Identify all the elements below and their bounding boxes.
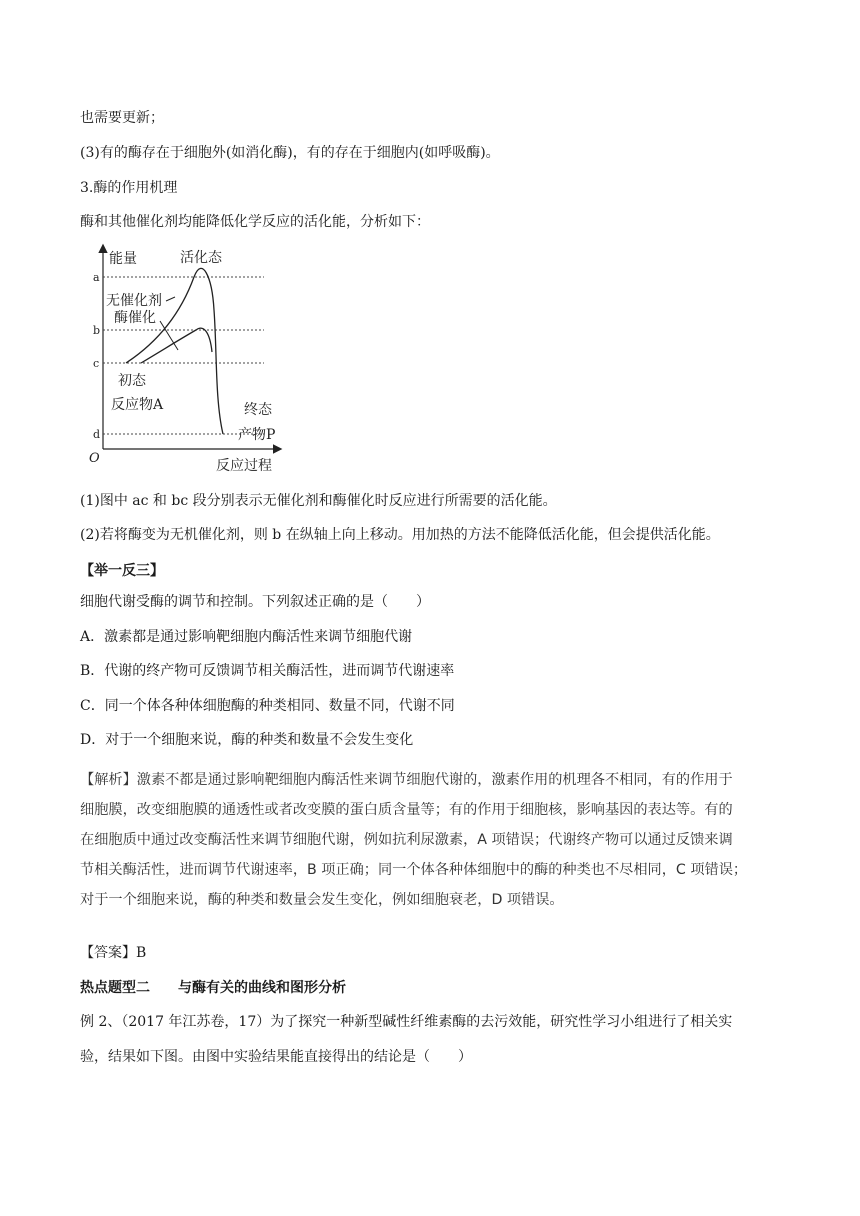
tick-b: b [93,324,101,337]
question-stem: 细胞代谢受酶的调节和控制。下列叙述正确的是（ ） [80,594,430,610]
example-line: 例 2、（2017 年江苏卷，17）为了探究一种新型碱性纤维素酶的去污效能，研究性学习小组进行了相关实 [80,1014,733,1030]
explanation-line: 细胞膜，改变细胞膜的通透性或者改变膜的蛋白质含量等；有的作用于细胞核，影响基因的表达等。有的 [80,802,733,818]
text-line: 也需要更新； [80,110,164,126]
start-label-2: 反应物A [111,397,164,413]
enzyme-curve [141,328,212,363]
explanation-line: 节相关酶活性，进而调节代谢速率，B 项正确；同一个体各种体细胞中的酶的种类也不尽相同，C 项错误； [80,862,748,878]
example-line: 验，结果如下图。由图中实验结果能直接得出的结论是（ ） [80,1049,472,1065]
subheading: 3.酶的作用机理 [80,180,178,196]
text-line: (3)有的酶存在于细胞外(如消化酶)，有的存在于细胞内(如呼吸酶)。 [80,145,500,161]
option-b: B．代谢的终产物可反馈调节相关酶活性，进而调节代谢速率 [80,663,455,679]
tick-a: a [93,271,100,284]
curve1-label: 无催化剂 [106,293,162,309]
x-axis-label: 反应过程 [216,458,272,474]
explanation-line: 在细胞质中通过改变酶活性来调节细胞代谢，例如抗利尿激素，A 项错误；代谢终产物可以通过反馈来调 [80,832,733,848]
start-label-1: 初态 [118,373,146,389]
peak-label: 活化态 [180,250,222,266]
answer-line: 【答案】B [80,945,147,961]
explanation-block [80,765,780,915]
explanation-line: 对于一个细胞来说，酶的种类和数量会发生变化，例如细胞衰老，D 项错误。 [80,892,564,908]
section-heading: 【举一反三】 [80,563,164,579]
section-title: 热点题型二 与酶有关的曲线和图形分析 [80,980,346,996]
text-line: (1)图中 ac 和 bc 段分别表示无催化剂和酶催化时反应进行所需要的活化能。 [80,493,557,509]
explanation-line: 【解析】激素不都是通过影响靶细胞内酶活性来调节细胞代谢的，激素作用的机理各不相同，有的作用于 [80,772,733,788]
tick-d: d [93,428,101,441]
origin-label: O [89,451,100,466]
y-axis-label: 能量 [109,251,137,267]
end-label-2: 产物P [238,427,276,443]
curve2-label: 酶催化 [114,310,156,326]
tick-c: c [93,357,100,370]
end-label-1: 终态 [244,402,272,418]
curve1-leader [166,297,175,301]
text-line: 酶和其他催化剂均能降低化学反应的活化能，分析如下： [80,214,430,230]
option-a: A．激素都是通过影响靶细胞内酶活性来调节细胞代谢 [80,629,413,645]
activation-energy-diagram [86,240,286,480]
text-line: (2)若将酶变为无机催化剂，则 b 在纵轴上向上移动。用加热的方法不能降低活化能，但会提供活化能。 [80,527,720,543]
option-d: D．对于一个细胞来说，酶的种类和数量不会发生变化 [80,732,414,748]
option-c: C．同一个体各种体细胞酶的种类相同、数量不同，代谢不同 [80,698,455,714]
